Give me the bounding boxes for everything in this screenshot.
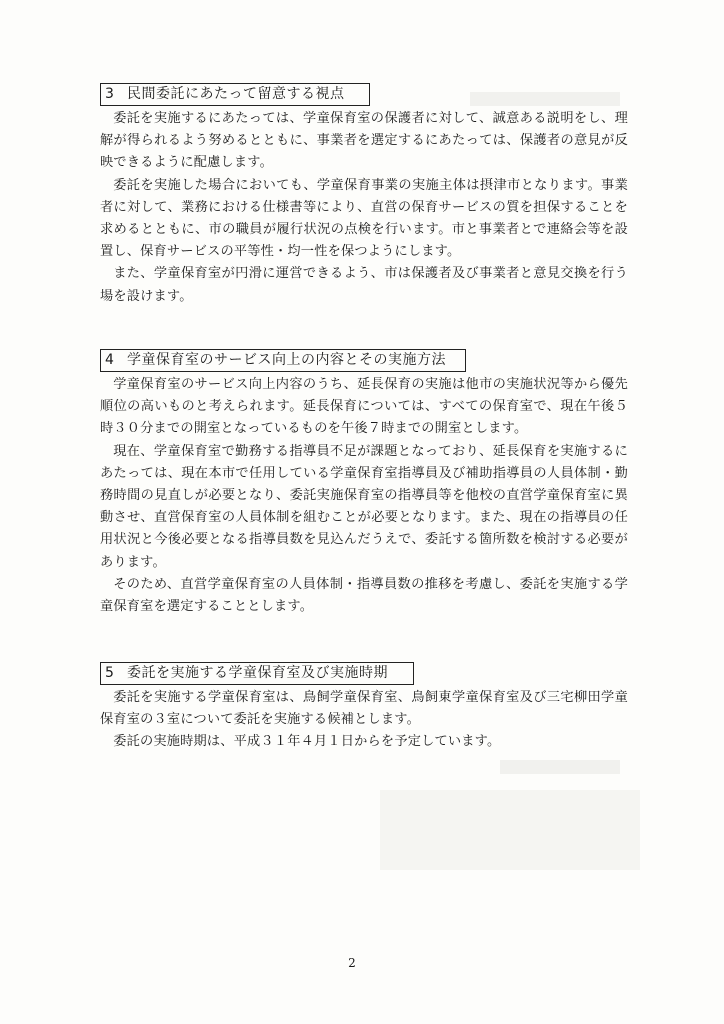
section-5-paragraph-1: 委託を実施する学童保育室は、鳥飼学童保育室、鳥飼東学童保育室及び三宅柳田学童保育室の３室について委託を実施する候補とします。 bbox=[100, 690, 628, 728]
section-5-title: 委託を実施する学童保育室及び実施時期 bbox=[127, 665, 388, 681]
section-3 bbox=[100, 83, 628, 308]
section-4-paragraph-3: そのため、直営学童保育室の人員体制・指導員数の推移を考慮し、委託を実施する学童保育室を選定することとします。 bbox=[100, 576, 628, 615]
section-3-paragraph-3: また、学童保育室が円滑に運営できるよう、市は保護者及び事業者と意見交換を行う場を設けます。 bbox=[100, 266, 628, 304]
section-5 bbox=[100, 662, 628, 754]
page-number: 2 bbox=[348, 956, 356, 970]
section-5-heading bbox=[100, 662, 414, 685]
show-through-shading bbox=[500, 760, 620, 774]
section-4-heading bbox=[100, 349, 466, 372]
section-4-title: 学童保育室のサービス向上の内容とその実施方法 bbox=[127, 352, 446, 368]
show-through-shading bbox=[380, 790, 640, 870]
section-4-number: 4 bbox=[105, 352, 115, 368]
section-4-paragraph-2: 現在、学童保育室で勤務する指導員不足が課題となっており、延長保育を実施するにあたっては、現在本市で任用している学童保育室指導員及び補助指導員の人員体制・勤務時間の見直しが必要となり、委託実施保育室の指導員等を他校の直営学童保育室に異動させ、直営保育室の人員体制を組むことが必要となります。また、現在の指導員の任用状況と今後必要となる指導員数を見込んだうえで、委託する箇所数を検討する必要があります。 bbox=[100, 443, 628, 570]
section-5-paragraph-2: 委託の実施時期は、平成３１年４月１日からを予定しています。 bbox=[113, 734, 501, 750]
section-3-title: 民間委託にあたって留意する視点 bbox=[127, 86, 345, 102]
section-4-paragraph-1: 学童保育室のサービス向上内容のうち、延長保育の実施は他市の実施状況等から優先順位の高いものと考えられます。延長保育については、すべての保育室で、現在午後５時３０分までの開室となっているものを午後７時までの開室とします。 bbox=[100, 377, 628, 437]
section-3-heading bbox=[100, 83, 370, 106]
section-3-number: 3 bbox=[105, 86, 115, 102]
section-3-paragraph-1: 委託を実施するにあたっては、学童保育室の保護者に対して、誠意ある説明をし、理解が得られるよう努めるとともに、事業者を選定するにあたっては、保護者の意見が反映できるように配慮します。 bbox=[100, 111, 628, 171]
section-3-paragraph-2: 委託を実施した場合においても、学童保育事業の実施主体は摂津市となります。事業者に対して、業務における仕様書等により、直営の保育サービスの質を担保することを求めるとともに、市の職員が履行状況の点検を行います。市と事業者とで連絡会等を設置し、保育サービスの平等性・均一性を保つようにします。 bbox=[100, 177, 628, 260]
section-4 bbox=[100, 349, 628, 618]
section-5-number: 5 bbox=[105, 665, 115, 681]
